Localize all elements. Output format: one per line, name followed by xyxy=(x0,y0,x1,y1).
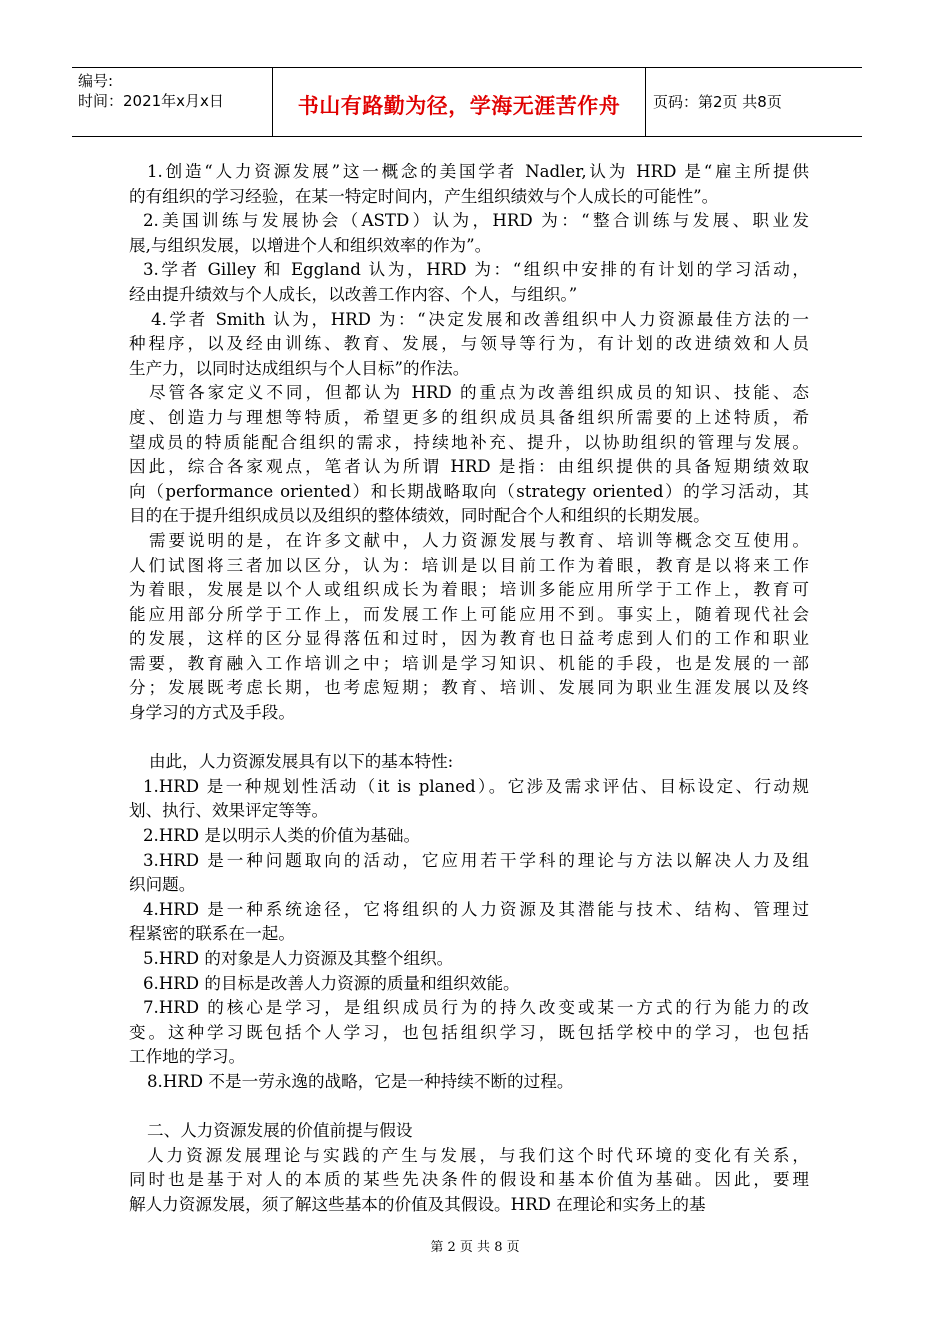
text-line: 1.HRD 是一种规划性活动（it is planed）。它涉及需求评估、目标设定、行动规 xyxy=(143,776,809,796)
header-motto: 书山有路勤为径，学海无涯苦作舟 xyxy=(297,94,621,118)
text-line: 6.HRD 的目标是改善人力资源的质量和组织效能。 xyxy=(143,973,520,993)
paragraph xyxy=(129,898,809,947)
text-line: 望成员的特质能配合组织的需求，持续地补充、提升，以协助组织的管理与发展。 xyxy=(129,432,809,452)
text-line: 3.学者 Gilley 和 Eggland 认为，HRD 为：“组织中安排的有计划的学习活动， xyxy=(143,260,809,280)
paragraph xyxy=(129,1070,809,1095)
paragraph xyxy=(129,209,809,258)
document-body xyxy=(129,160,809,1218)
paragraph xyxy=(129,529,809,726)
text-line: 经由提升绩效与个人成长，以改善工作内容、个人，与组织。” xyxy=(129,284,578,304)
text-line: 需要，教育融入工作培训之中；培训是学习知识、机能的手段，也是发展的一部 xyxy=(129,653,809,673)
text-line: 的有组织的学习经验，在某一特定时间内，产生组织绩效与个人成长的可能性”。 xyxy=(129,186,719,206)
text-line: 生产力，以同时达成组织与个人目标”的作法。 xyxy=(129,358,470,378)
text-line: 划、执行、效果评定等等。 xyxy=(129,801,329,821)
document-time-label: 时间：2021年x月x日 xyxy=(78,92,224,110)
paragraph xyxy=(129,824,809,849)
paragraph xyxy=(129,947,809,972)
paragraph xyxy=(129,750,809,775)
text-line: 5.HRD 的对象是人力资源及其整个组织。 xyxy=(143,949,454,968)
paragraph xyxy=(129,1144,809,1218)
text-line: 身学习的方式及手段。 xyxy=(129,703,295,723)
document-number-label: 编号: xyxy=(78,72,114,90)
header-motto-cell xyxy=(273,68,646,136)
text-line: 4.HRD 是一种系统途径，它将组织的人力资源及其潜能与技术、结构、管理过 xyxy=(143,899,809,919)
paragraph xyxy=(129,308,809,382)
text-line: 同时也是基于对人的本质的某些先决条件的假设和基本价值为基础。因此，要理 xyxy=(129,1170,809,1190)
text-line: 程紧密的联系在一起。 xyxy=(129,924,295,944)
text-line: 为着眼，发展是以个人或组织成长为着眼；培训多能应用所学于工作上，教育可 xyxy=(129,580,809,600)
text-line: 7.HRD 的核心是学习，是组织成员行为的持久改变或某一方式的行为能力的改 xyxy=(143,998,809,1018)
text-line: 8.HRD 不是一劳永逸的战略，它是一种持续不断的过程。 xyxy=(147,1071,574,1091)
text-line: 1.创造“人力资源发展”这一概念的美国学者 Nadler,认为 HRD 是“雇主所提供 xyxy=(147,162,809,181)
paragraph xyxy=(129,849,809,898)
text-line: 2.美国训练与发展协会（ASTD）认为，HRD 为：“整合训练与发展、职业发 xyxy=(143,211,809,231)
text-line: 需要说明的是，在许多文献中，人力资源发展与教育、培训等概念交互使用。 xyxy=(149,530,809,550)
text-line: 种程序，以及经由训练、教育、发展，与领导等行为，有计划的改进绩效和人员 xyxy=(129,334,809,354)
header-page-cell xyxy=(646,68,862,136)
page-footer: 第 2 页 共 8 页 xyxy=(430,1240,520,1255)
text-line: 3.HRD 是一种问题取向的活动，它应用若干学科的理论与方法以解决人力及组 xyxy=(143,850,809,870)
text-line: 因此，综合各家观点，笔者认为所谓 HRD 是指：由组织提供的具备短期绩效取 xyxy=(129,457,809,477)
text-line: 能应用部分所学于工作上，而发展工作上可能应用不到。事实上，随着现代社会 xyxy=(129,604,809,624)
paragraph xyxy=(129,381,809,529)
header-page-label: 页码：第2页 共8页 xyxy=(653,93,782,111)
text-line: 人们试图将三者加以区分，认为：培训是以目前工作为着眼，教育是以将来工作 xyxy=(129,555,809,575)
text-line: 向（performance oriented）和长期战略取向（strategy oriented）的学习活动，其 xyxy=(129,481,809,501)
paragraph xyxy=(129,258,809,307)
text-line: 目的在于提升组织成员以及组织的整体绩效，同时配合个人和组织的长期发展。 xyxy=(129,506,710,526)
text-line: 变。这种学习既包括个人学习，也包括组织学习，既包括学校中的学习，也包括 xyxy=(129,1022,809,1042)
text-line: 人力资源发展理论与实践的产生与发展，与我们这个时代环境的变化有关系， xyxy=(147,1145,809,1165)
text-line: 展,与组织发展，以增进个人和组织效率的作为”。 xyxy=(129,235,492,255)
header-meta-cell xyxy=(72,68,273,136)
blank-line xyxy=(129,1095,809,1120)
text-line: 织问题。 xyxy=(129,875,196,895)
paragraph xyxy=(129,1119,809,1144)
paragraph xyxy=(129,996,809,1070)
text-line: 二、人力资源发展的价值前提与假设 xyxy=(147,1121,413,1141)
text-line: 尽管各家定义不同，但都认为 HRD 的重点为改善组织成员的知识、技能、态 xyxy=(149,383,809,403)
text-line: 分；发展既考虑长期，也考虑短期；教育、培训、发展同为职业生涯发展以及终 xyxy=(129,678,809,698)
text-line: 度、创造力与理想等特质，希望更多的组织成员具备组织所需要的上述特质，希 xyxy=(129,407,809,427)
text-line: 工作地的学习。 xyxy=(129,1047,246,1067)
text-line: 的发展，这样的区分显得落伍和过时，因为教育也日益考虑到人们的工作和职业 xyxy=(129,629,809,649)
paragraph xyxy=(129,775,809,824)
paragraph xyxy=(129,160,809,209)
text-line: 由此，人力资源发展具有以下的基本特性: xyxy=(149,752,454,772)
text-line: 2.HRD 是以明示人类的价值为基础。 xyxy=(143,826,421,846)
page-header xyxy=(72,67,862,137)
paragraph xyxy=(129,972,809,997)
text-line: 解人力资源发展，须了解这些基本的价值及其假设。HRD 在理论和实务上的基 xyxy=(129,1194,706,1214)
blank-line xyxy=(129,726,809,751)
text-line: 4.学者 Smith 认为，HRD 为：“决定发展和改善组织中人力资源最佳方法的一 xyxy=(151,309,809,329)
